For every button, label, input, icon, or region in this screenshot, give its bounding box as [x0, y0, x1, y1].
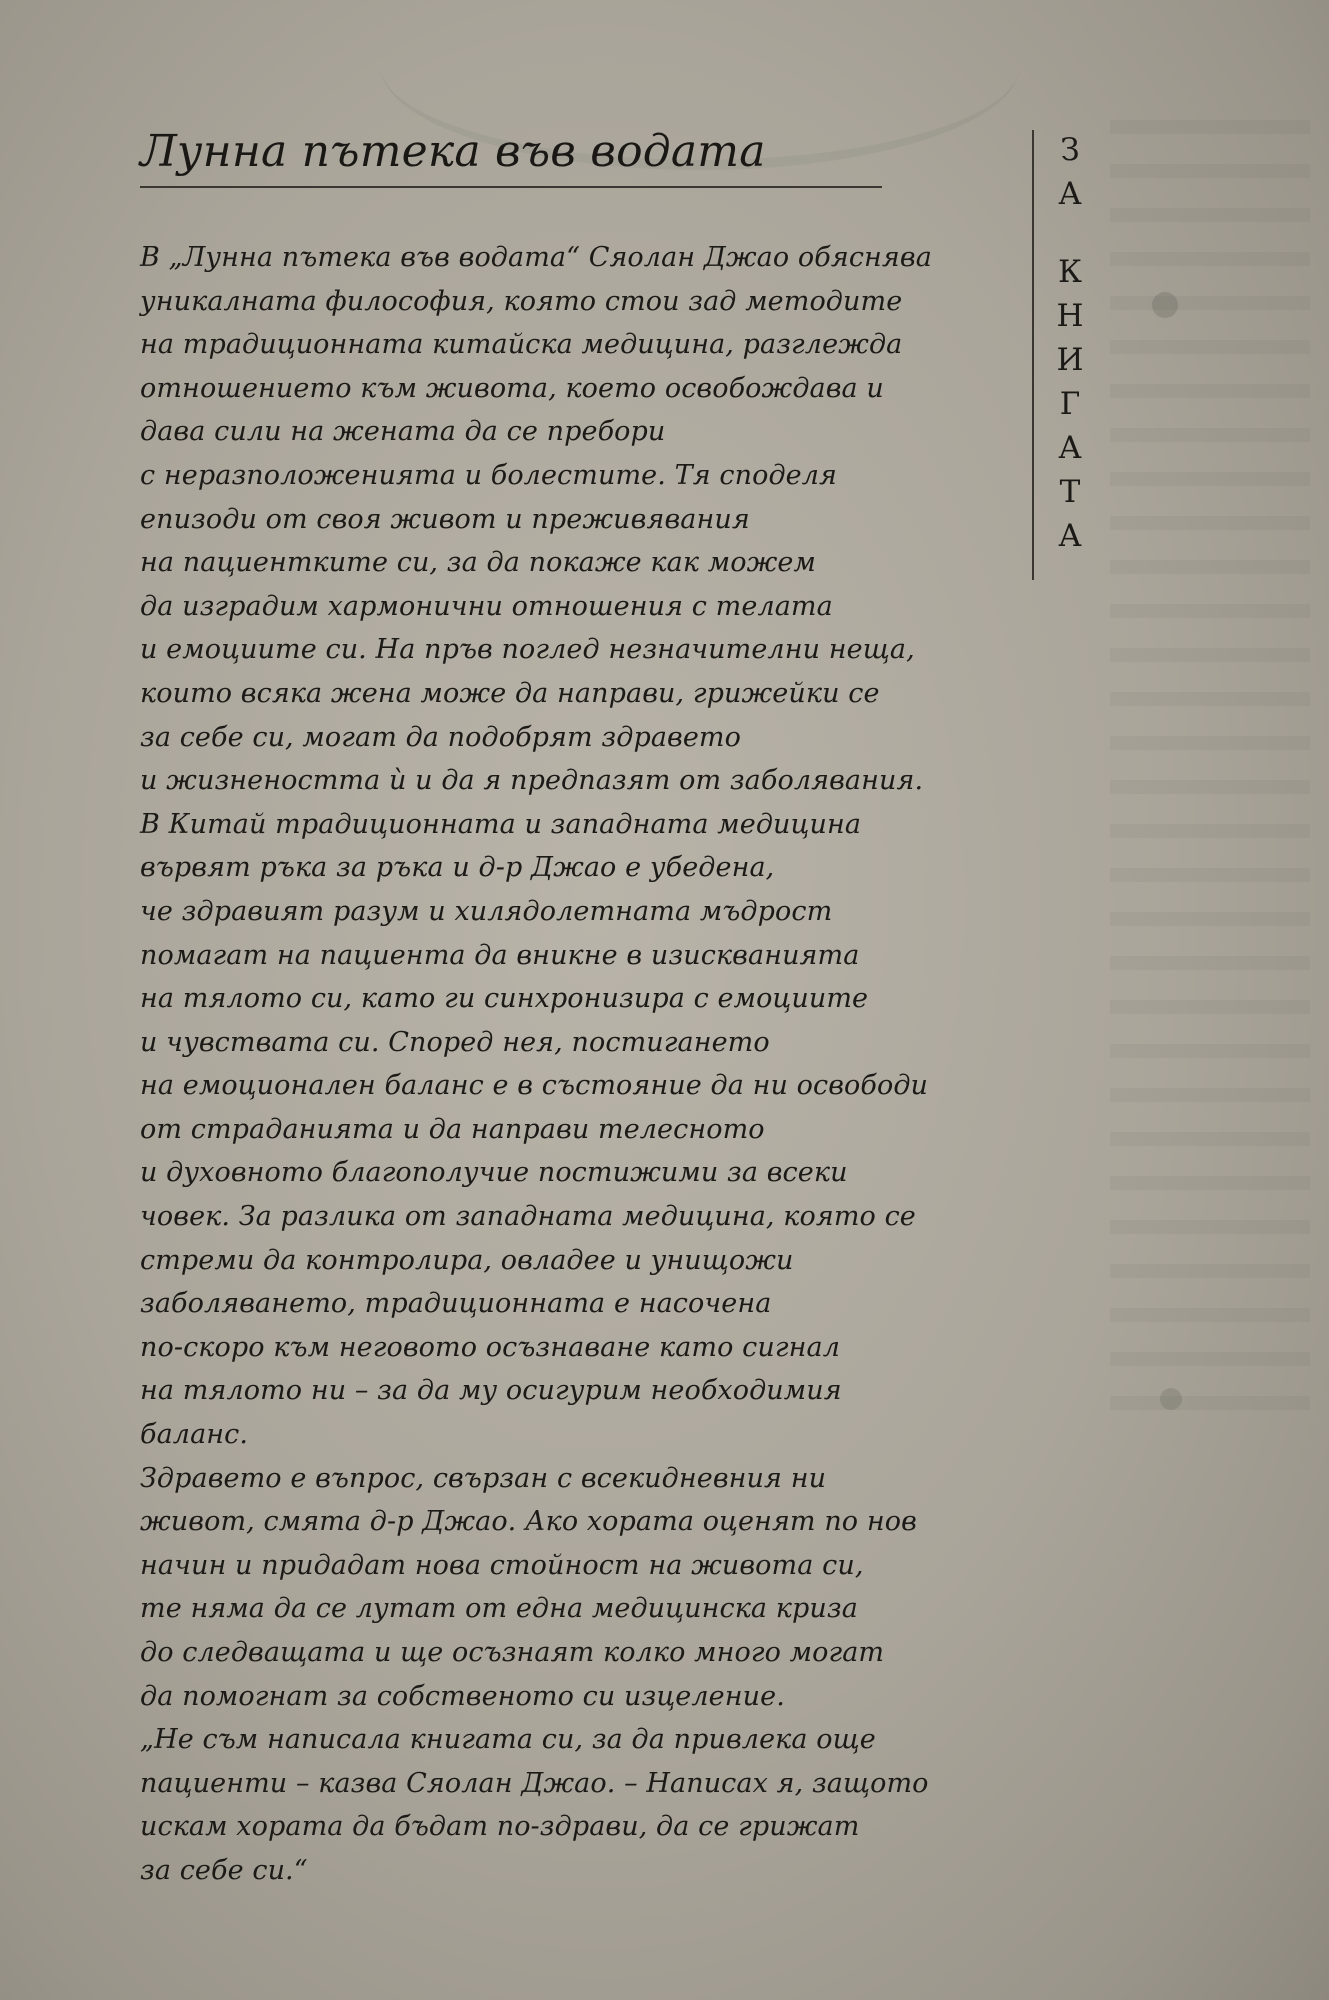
text-line: на пациентките си, за да покаже как можем — [140, 547, 816, 579]
side-label-letter: А — [1058, 176, 1082, 212]
text-line: Здравето е въпрос, свързан с всекидневния ни — [140, 1462, 827, 1494]
text-line: по-скоро към неговото осъзнаване като сигнал — [140, 1331, 840, 1363]
text-line: живот, смята д-р Джао. Ако хората оценят по нов — [140, 1506, 917, 1538]
text-line: начин и придадат нова стойност на живота си, — [140, 1549, 864, 1581]
text-line: дава сили на жената да се пребори — [140, 416, 666, 448]
bleed-through-mark — [1152, 292, 1178, 318]
side-label-letter: Н — [1056, 298, 1084, 334]
text-line: пациенти – казва Сяолан Джао. – Написах я, защото — [140, 1767, 929, 1799]
page-title: Лунна пътека във водата — [140, 126, 766, 177]
text-line: за себе си, могат да подобрят здравето — [140, 721, 741, 753]
text-line: уникалната философия, която стои зад методите — [140, 285, 903, 317]
text-line: В Китай традиционната и западната медицина — [140, 808, 862, 840]
text-line: искам хората да бъдат по-здрави, да се грижат — [140, 1811, 860, 1843]
text-line: те няма да се лутат от една медицинска криза — [140, 1593, 858, 1625]
side-label-letter: А — [1058, 430, 1082, 466]
text-line: епизоди от своя живот и преживявания — [140, 503, 750, 535]
side-label-gap — [1050, 216, 1090, 250]
text-line: от страданията и да направи телесното — [140, 1113, 765, 1145]
text-line: баланс. — [140, 1419, 249, 1451]
text-line: заболяването, традиционната е насочена — [140, 1288, 772, 1320]
text-line: на традиционната китайска медицина, разглежда — [140, 329, 903, 361]
side-label-letter: Т — [1059, 474, 1081, 510]
side-label-letter: И — [1056, 342, 1084, 378]
text-line: и духовното благополучие постижими за всеки — [140, 1157, 848, 1189]
side-label-letter: К — [1058, 254, 1082, 290]
text-line: до следващата и ще осъзнаят колко много могат — [140, 1637, 885, 1668]
bleed-through-text — [1110, 120, 1310, 1440]
body-text — [140, 236, 932, 1893]
text-line: на тялото ни – за да му осигурим необходимия — [140, 1375, 842, 1407]
text-line: и чувствата си. Според нея, постигането — [140, 1026, 770, 1058]
text-line: които всяка жена може да направи, грижейки се — [140, 677, 880, 709]
side-label-letter: А — [1058, 518, 1082, 554]
text-line: човек. За разлика от западната медицина, която се — [140, 1201, 916, 1233]
text-line: и емоциите си. На пръв поглед незначителни неща, — [140, 634, 915, 666]
text-line: В „Лунна пътека във водата“ Сяолан Джао обяснява — [140, 242, 932, 273]
title-block — [140, 122, 882, 182]
text-line: и жизнеността ѝ и да я предпазят от заболявания. — [140, 765, 924, 797]
title-underline — [140, 186, 882, 188]
text-line: да изградим хармонични отношения с телата — [140, 590, 833, 622]
bleed-through-mark — [1160, 1388, 1182, 1410]
side-tab-rule — [1032, 130, 1034, 580]
side-section-label — [1050, 128, 1090, 558]
text-line: с неразположенията и болестите. Тя споделя — [140, 459, 837, 491]
text-line: на емоционален баланс е в състояние да ни освободи — [140, 1070, 929, 1102]
text-line: вървят ръка за ръка и д-р Джао е убедена, — [140, 852, 775, 884]
text-line: че здравият разум и хилядолетната мъдрост — [140, 895, 833, 927]
text-line: да помогнат за собственото си изцеление. — [140, 1680, 785, 1712]
text-line: за себе си.“ — [140, 1854, 308, 1886]
side-label-letter: З — [1060, 132, 1080, 168]
text-line: на тялото си, като ги синхронизира с емоциите — [140, 983, 869, 1015]
text-line: „Не съм написала книгата си, за да привлека още — [140, 1724, 876, 1756]
side-label-letter: Г — [1059, 386, 1081, 422]
text-line: отношението към живота, което освобождава и — [140, 372, 884, 404]
text-line: помагат на пациента да вникне в изискванията — [140, 939, 860, 971]
text-line: стреми да контролира, овладее и унищожи — [140, 1244, 794, 1276]
